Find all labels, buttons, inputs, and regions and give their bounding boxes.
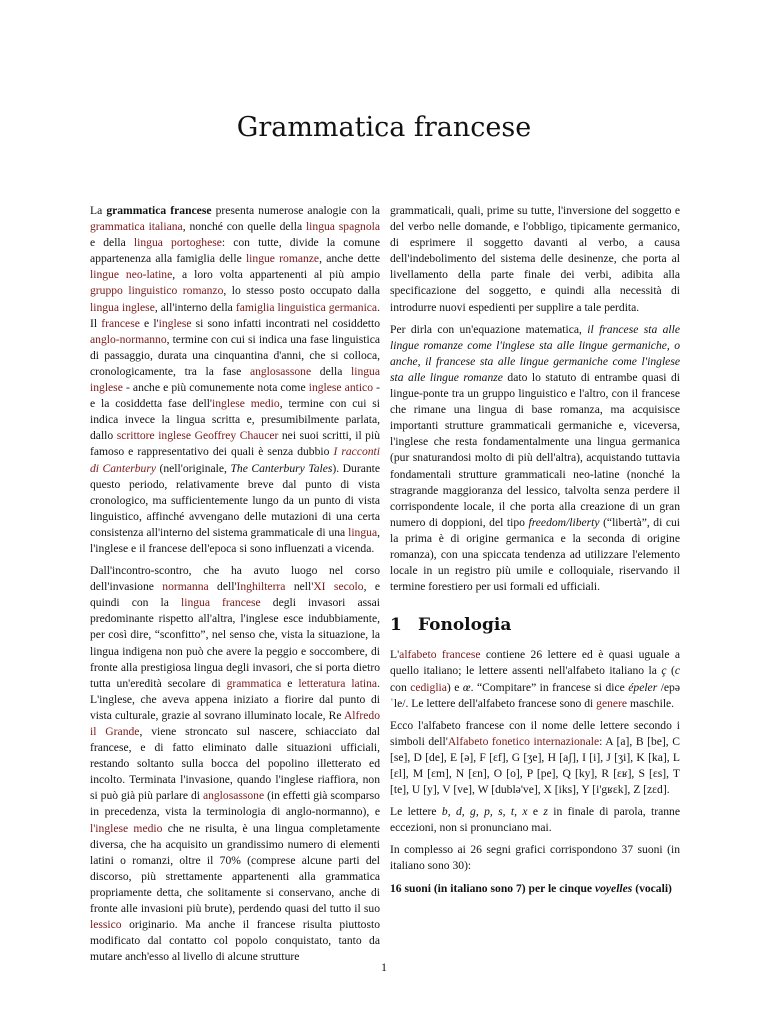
link-lessico[interactable]: lessico (90, 918, 122, 932)
link-anglo-normanno[interactable]: anglo-normanno (90, 332, 167, 346)
ipa-alphabet-paragraph: Ecco l'alfabeto francese con il nome delle lettere secondo i simboli dell'Alfabeto fonetico internazionale: A [a], B [be], C [se], D [de], E [ə], F [ɛf], G [ʒe], H [aʃ], I [i], J [ʒi], K [ka], L [ɛl], M [ɛm], N [ɛn], O [o], P [pe], Q [ky], R [ɛʁ], S [ɛs], T [te], U [y], V [ve], W [dublə've], X [iks], Y [i'gʁɛk], Z [zɛd]. (390, 718, 680, 797)
link-inglese-medio-2[interactable]: l'inglese medio (90, 821, 163, 835)
section-heading-fonologia (390, 615, 680, 636)
equation-paragraph: Per dirla con un'equazione matematica, il francese sta alle lingue romanze come l'inglese sta alle lingue germaniche, o anche, il francese sta alle lingue germaniche come l'inglese sta alle lingue romanze dato lo statuto di entrambe quasi di lingue-ponte tra un gruppo linguistico e l'altro, con il francese che rimane una lingua di base romanza, ma acquisisce importanti strutture grammaticali germaniche e, viceversa, l'inglese che resta fondamentalmente una lingua germanica (pur snaturandosi molto di più dell'altra), acquistando tuttavia fondamentali strutture grammaticali neo-latine (nonché la stragrande maggioranza del lessico, talvolta senza perdere il corrispondente locale, il che porta alla creazione di un gran numero di doppioni, del tipo freedom/liberty (“libertà”, di cui la prima è di origine germanica e la seconda di origine romanza), con una spiccata tendenza ad utilizzare l'elemento locale in un registro più umile e colloquiale, riservando il termine forestiero per usi formali ed ufficiali. (390, 322, 681, 594)
link-inglese-medio[interactable]: inglese medio (212, 397, 280, 411)
continuation-paragraph: grammaticali, quali, prime su tutte, l'inversione del soggetto e del verbo nelle domande, e l'obbligo, tipicamente germanico, di esprimere il soggetto davanti al verbo, a causa dell'indebolimento del sistema delle desinenze, che porta al livellamento della parte finale dei verbi, adibita alla specificazione del soggetto, e quindi alla necessità di introdurre nuovi espedienti per supplire a tale perdita. (390, 204, 680, 314)
link-lingue-neo-latine[interactable]: lingue neo-latine (90, 268, 173, 282)
intro-paragraph: La grammatica francese presenta numerose analogie con la grammatica italiana, nonché con quelle della lingua spagnola e della lingua portoghese: con tutte, divide la comune appartenenza alla famiglia delle lingue romanze, anche dette lingue neo-latine, a loro volta appartenenti al più ampio gruppo linguistico romanzo, lo stesso posto occupato dalla lingua inglese, all'interno della famiglia linguistica germanica. Il francese e l'inglese si sono infatti incontrati nel cosiddetto anglo-normanno, termine con cui si indica una fase linguistica di passaggio, durata una cinquantina d'anni, che si colloca, cronologicamente, tra la fase anglosassone della lingua inglese - anche e più comunemente nota come inglese antico - e la cosiddetta fase dell'inglese medio, termine con cui si indica invece la lingua scritta e, presumibilmente parlata, dallo scrittore inglese Geoffrey Chaucer nei suoi scritti, il più famoso e rappresentativo dei quali è senza dubbio I racconti di Canterbury (nell'originale, The Canterbury Tales). Durante questo periodo, relativamente breve dal punto di vista cronologico, ma sufficientemente lungo da un punto di vista linguistico, affinché avvengano delle mutazioni di una certa consistenza all'interno del sistema grammaticale di una lingua, l'inglese e il francese dell'epoca si sono influenzati a vicenda. (90, 204, 381, 555)
link-lingua-francese[interactable]: lingua francese (181, 596, 261, 610)
link-genere[interactable]: genere (596, 696, 628, 710)
sounds-count-paragraph: In complesso ai 26 segni grafici corrispondono 37 suoni (in italiano sono 30): (390, 843, 680, 873)
link-xi-secolo[interactable]: XI secolo (313, 580, 364, 594)
link-inglese-antico[interactable]: inglese antico (308, 381, 374, 395)
link-letteratura-latina[interactable]: letteratura latina (298, 676, 378, 690)
link-famiglia-linguistica-germanica[interactable]: famiglia linguistica germanica (235, 300, 378, 314)
link-inglese[interactable]: inglese (158, 316, 192, 330)
history-paragraph: Dall'incontro-scontro, che ha avuto luogo nel corso dell'invasione normanna dell'Inghilterra nell'XI secolo, e quindi con la lingua francese degli invasori assai predominante rispetto all'altra, l'inglese esce indubbiamente, per così dire, “sconfitto”, nel senso che, vista la situazione, la lingua indigena non può che avere la peggio e soccombere, di fronte alla prestigiosa lingua degli invasori, che si porta dietro tutta un'eredità secolare di grammatica e letteratura latina. L'inglese, che aveva appena iniziato a fiorire dal punto di vista culturale, grazie al sovrano illuminato locale, Re Alfredo il Grande, viene stroncato sul nascere, schiacciato dal francese, e di fatto eliminato dalle situazioni ufficiali, restando soltanto sulla bocca del popolino illetterato ed incolto. Terminata l'invasione, quando l'inglese riaffiora, non si può già più parlare di anglosassone (in effetti già scomparso in precedenza, vista la terminologia di anglo-normanno), e l'inglese medio che ne risulta, è una lingua completamente diversa, che ha acquisito un grandissimo numero di elementi latini o romanzi, oltre il 70% (comprese alcune parti del discorso, più strettamente appartenenti alla grammatica propriamente detta, che solitamente si conservano, anche di fronte alle invasioni più brute), perdendo quasi del tutto il suo lessico originario. Ma anche il francese risulta piuttosto modificato dal contatto col popolo conquistato, tanto da mutare anch'esso al livello di alcune strutture (90, 564, 381, 964)
link-scrittore-inglese[interactable]: scrittore inglese (116, 429, 192, 443)
link-inghilterra[interactable]: Inghilterra (236, 580, 286, 594)
left-column (90, 203, 380, 971)
vowels-subheading: 16 suoni (in italiano sono 7) per le cinque voyelles (vocali) (390, 881, 672, 895)
section-title: Fonologia (418, 615, 512, 636)
link-alfabeto-fonetico-internazionale[interactable]: Alfabeto fonetico internazionale (447, 734, 600, 748)
page-number: 1 (381, 960, 387, 974)
page-title: Grammatica francese (236, 112, 532, 143)
link-lingua-inglese[interactable]: lingua inglese (90, 300, 155, 314)
alphabet-intro-paragraph: L'alfabeto francese contiene 26 lettere ed è quasi uguale a quello italiano; le lettere assenti nell'alfabeto italiano la ç (c con cediglia) e œ. “Compitare” in francese si dice épeler /epəˈle/. Le lettere dell'alfabeto francese sono di genere maschile. (390, 648, 681, 710)
link-racconti-di-canterbury[interactable]: I racconti di Canterbury (90, 445, 380, 475)
link-anglosassone-2[interactable]: anglosassone (202, 789, 265, 803)
link-anglosassone[interactable]: anglosassone (249, 364, 312, 378)
link-lingua-inglese-2[interactable]: lingua inglese (90, 364, 380, 395)
right-column (390, 203, 680, 903)
link-francese[interactable]: francese (101, 316, 140, 330)
link-lingua[interactable]: lingua (348, 525, 378, 539)
link-grammatica[interactable]: grammatica (226, 676, 282, 690)
link-cediglia[interactable]: cediglia (410, 680, 447, 694)
link-normanna[interactable]: normanna (162, 580, 209, 594)
link-grammatica-italiana[interactable]: grammatica italiana (90, 220, 183, 234)
link-alfabeto-francese[interactable]: alfabeto francese (399, 648, 481, 662)
silent-letters-paragraph: Le lettere b, d, g, p, s, t, x e z in finale di parola, tranne eccezioni, non si pronunciano mai. (390, 805, 680, 835)
link-alfredo-il-grande[interactable]: Alfredo il Grande (90, 708, 380, 738)
section-number: 1 (390, 615, 402, 636)
link-gruppo-linguistico-romanzo[interactable]: gruppo linguistico romanzo (90, 284, 224, 298)
link-lingue-romanze[interactable]: lingue romanze (245, 252, 320, 266)
link-lingua-portoghese[interactable]: lingua portoghese (133, 236, 222, 250)
link-geoffrey-chaucer[interactable]: Geoffrey Chaucer (194, 429, 279, 443)
italic-title: The Canterbury Tales (230, 461, 333, 475)
bold-term: grammatica francese (106, 204, 212, 217)
link-lingua-spagnola[interactable]: lingua spagnola (305, 220, 380, 234)
